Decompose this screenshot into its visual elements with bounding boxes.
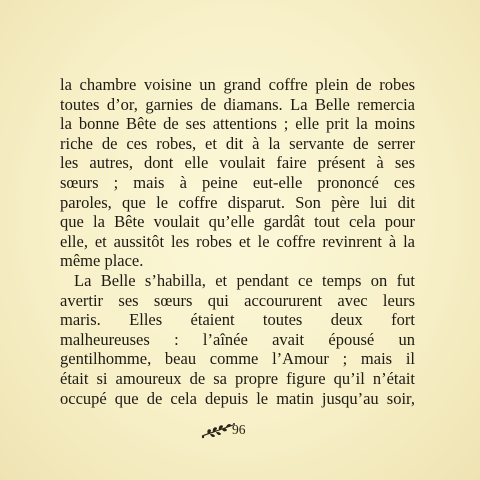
- text-line: la chambre voisine un grand coffre plein de robes: [60, 75, 415, 94]
- text-line: maris. Elles étaient toutes deux fort: [60, 310, 415, 330]
- text-line: les autres, dont elle voulait faire présent à ses: [60, 153, 415, 173]
- text-line: malheureuses : l’aînée avait épousé un: [60, 329, 415, 349]
- text-line: avertir ses sœurs qui accoururent avec leurs: [60, 290, 415, 310]
- text-line: la bonne Bête de ses attentions ; elle prit la moins: [60, 114, 415, 134]
- page-footer: [0, 420, 480, 446]
- text-line: sœurs ; mais à peine eut-elle prononcé ces: [60, 172, 415, 192]
- floral-sprig-icon: [200, 420, 236, 442]
- body-text: [60, 75, 415, 408]
- text-line: gentilhomme, beau comme l’Amour ; mais il: [60, 349, 415, 369]
- text-line: même place.: [60, 251, 144, 271]
- page-number: 96: [232, 422, 246, 437]
- text-line: paroles, que le coffre disparut. Son père lui dit: [60, 192, 415, 212]
- text-line: occupé que de cela depuis le matin jusqu’au soir,: [60, 388, 415, 408]
- text-line: riche de ces robes, et dit à la servante de serrer: [60, 133, 415, 153]
- text-line: que la Bête voulait qu’elle gardât tout cela pour: [60, 212, 415, 232]
- text-line: était si amoureux de sa propre figure qu’il n’était: [60, 368, 415, 388]
- text-line: elle, et aussitôt les robes et le coffre revinrent à la: [60, 231, 415, 251]
- text-line: toutes d’or, garnies de diamans. La Belle remercia: [60, 94, 415, 114]
- paragraph-first-line: La Belle s’habilla, et pendant ce temps on fut: [74, 270, 415, 290]
